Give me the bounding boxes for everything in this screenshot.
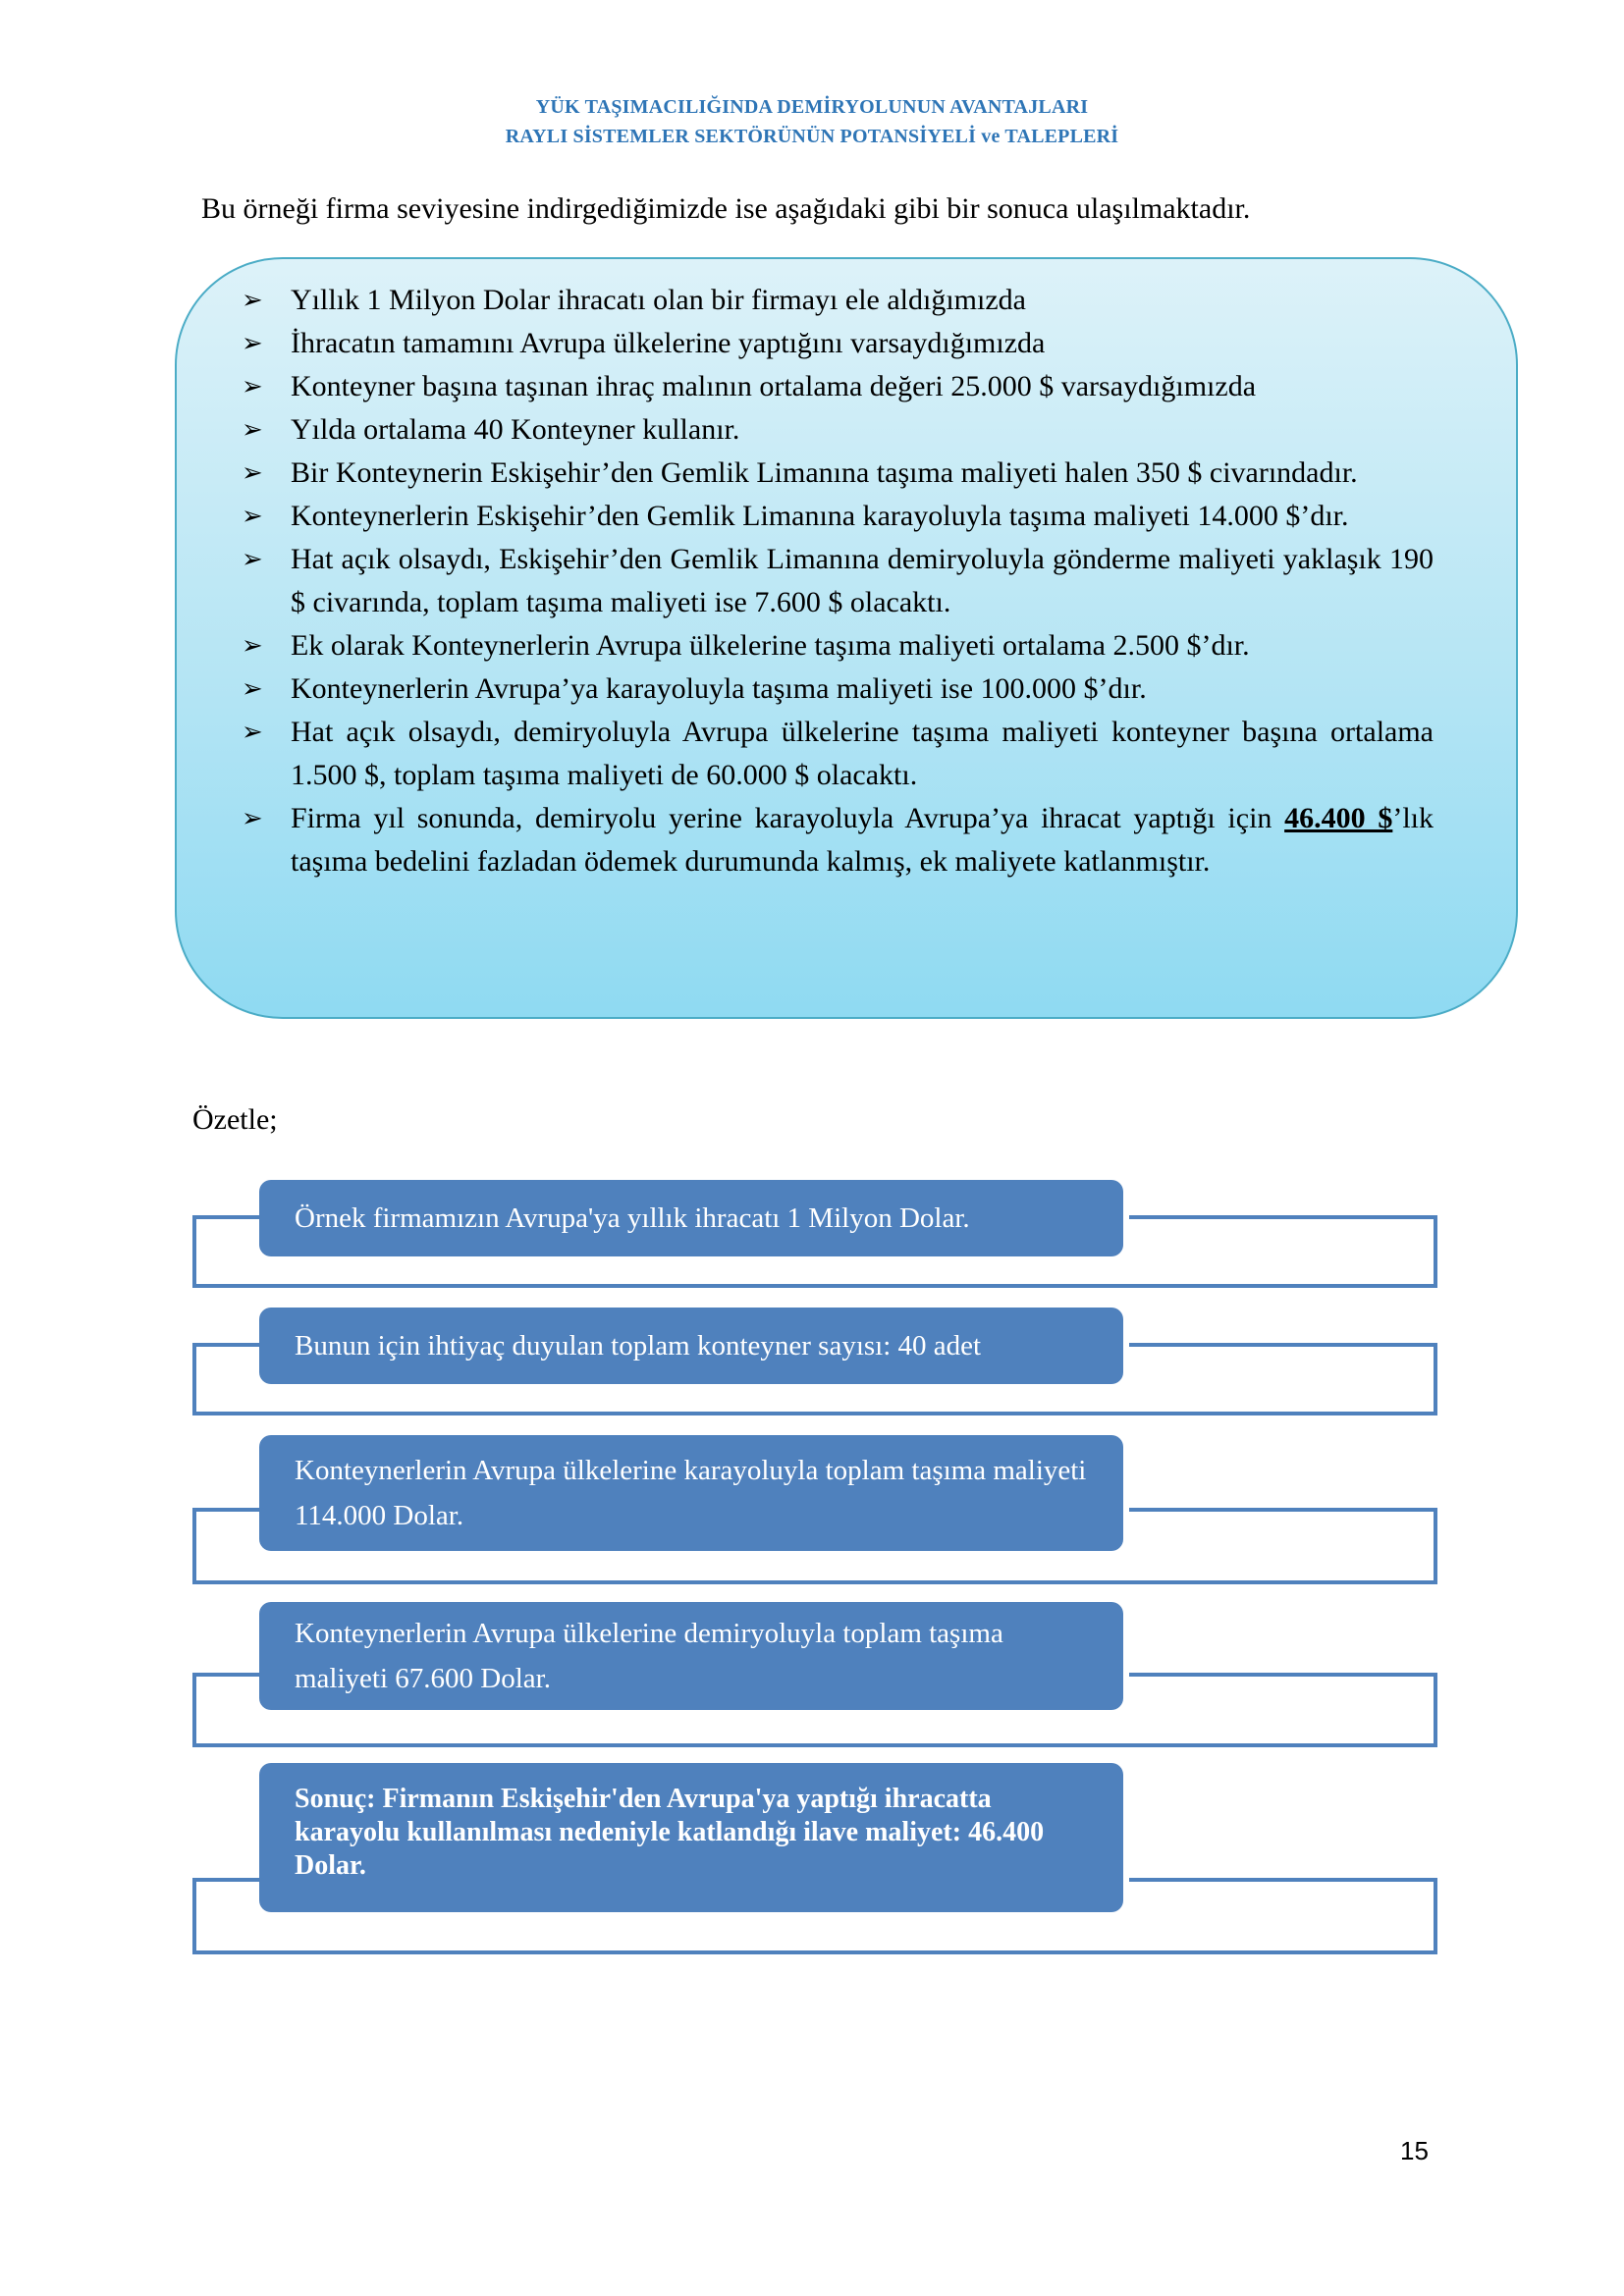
list-item (242, 322, 1434, 365)
list-item (242, 667, 1434, 711)
summary-box-road-cost: Konteynerlerin Avrupa ülkelerine karayoluyla toplam taşıma maliyeti 114.000 Dolar. (259, 1435, 1123, 1551)
document-header-title: YÜK TAŞIMACILIĞINDA DEMİRYOLUNUN AVANTAJLARI (535, 96, 1089, 118)
list-item-text: Hat açık olsaydı, Eskişehir’den Gemlik Limanına demiryoluyla gönderme maliyeti yaklaşık 190 $ civarında, toplam taşıma maliyeti ise 7.600 $ olacaktı. (291, 543, 1434, 618)
arrow-bullet-icon: ➢ (242, 718, 263, 746)
list-item-text: Konteynerlerin Avrupa’ya karayoluyla taşıma maliyeti ise 100.000 $’dır. (291, 672, 1147, 705)
list-item (242, 495, 1434, 538)
arrow-bullet-icon: ➢ (242, 804, 263, 832)
list-item-text: Yıllık 1 Milyon Dolar ihracatı olan bir firmayı ele aldığımızda (291, 284, 1026, 316)
arrow-bullet-icon: ➢ (242, 286, 263, 314)
arrow-bullet-icon: ➢ (242, 329, 263, 357)
extra-cost-highlight: 46.400 $ (1284, 802, 1393, 834)
summary-box-containers: Bunun için ihtiyaç duyulan toplam konteyner sayısı: 40 adet (259, 1308, 1123, 1384)
list-item-text: Konteynerlerin Eskişehir’den Gemlik Limanına karayoluyla taşıma maliyeti 14.000 $’dır. (291, 500, 1349, 532)
list-item-text: Ek olarak Konteynerlerin Avrupa ülkelerine taşıma maliyeti ortalama 2.500 $’dır. (291, 629, 1250, 662)
list-item-text: Hat açık olsaydı, demiryoluyla Avrupa ülkelerine taşıma maliyeti konteyner başına ortalama 1.500 $, toplam taşıma maliyeti de 60.000 $ olacaktı. (291, 716, 1434, 791)
last-bullet-text-end: ’lık taşıma bedelini fazladan ödemek durumunda kalmış, ek maliyete katlanmıştır. (291, 802, 1435, 878)
arrow-bullet-icon: ➢ (242, 458, 263, 487)
summary-box-export: Örnek firmamızın Avrupa'ya yıllık ihracatı 1 Milyon Dolar. (259, 1180, 1123, 1256)
list-item (242, 797, 1434, 883)
list-item-text: Yılda ortalama 40 Konteyner kullanır. (291, 413, 740, 446)
list-item (242, 452, 1434, 495)
arrow-bullet-icon: ➢ (242, 545, 263, 573)
list-item (242, 408, 1434, 452)
last-bullet-text-start: Firma yıl sonunda, demiryolu yerine karayoluyla Avrupa’ya ihracat yaptığı için (291, 802, 1285, 834)
list-item (242, 711, 1434, 797)
list-item-text: Bir Konteynerin Eskişehir’den Gemlik Limanına taşıma maliyeti halen 350 $ civarındadır. (291, 456, 1358, 489)
arrow-bullet-icon: ➢ (242, 372, 263, 400)
list-item-text: Konteyner başına taşınan ihraç malının ortalama değeri 25.000 $ varsaydığımızda (291, 370, 1257, 402)
arrow-bullet-icon: ➢ (242, 415, 263, 444)
list-item-text (291, 797, 1434, 883)
list-item (242, 365, 1434, 408)
summary-box-rail-cost: Konteynerlerin Avrupa ülkelerine demiryoluyla toplam taşıma maliyeti 67.600 Dolar. (259, 1602, 1123, 1710)
arrow-bullet-icon: ➢ (242, 674, 263, 703)
list-item (242, 538, 1434, 624)
list-item (242, 279, 1434, 322)
list-item-text: İhracatın tamamını Avrupa ülkelerine yaptığını varsaydığımızda (291, 327, 1046, 359)
arrow-bullet-icon: ➢ (242, 502, 263, 530)
document-header-subtitle: RAYLI SİSTEMLER SEKTÖRÜNÜN POTANSİYELİ ve TALEPLERİ (505, 126, 1119, 147)
arrow-bullet-icon: ➢ (242, 631, 263, 660)
intro-paragraph: Bu örneği firma seviyesine indirgediğimizde ise aşağıdaki gibi bir sonuca ulaşılmaktadır. (201, 192, 1251, 225)
page-number: 15 (1400, 2136, 1429, 2165)
example-bullet-list (242, 279, 1434, 883)
summary-label: Özetle; (192, 1103, 278, 1136)
list-item (242, 624, 1434, 667)
summary-box-result: Sonuç: Firmanın Eskişehir'den Avrupa'ya yaptığı ihracatta karayolu kullanılması nedeniyle katlandığı ilave maliyet: 46.400 Dolar. (259, 1763, 1123, 1912)
